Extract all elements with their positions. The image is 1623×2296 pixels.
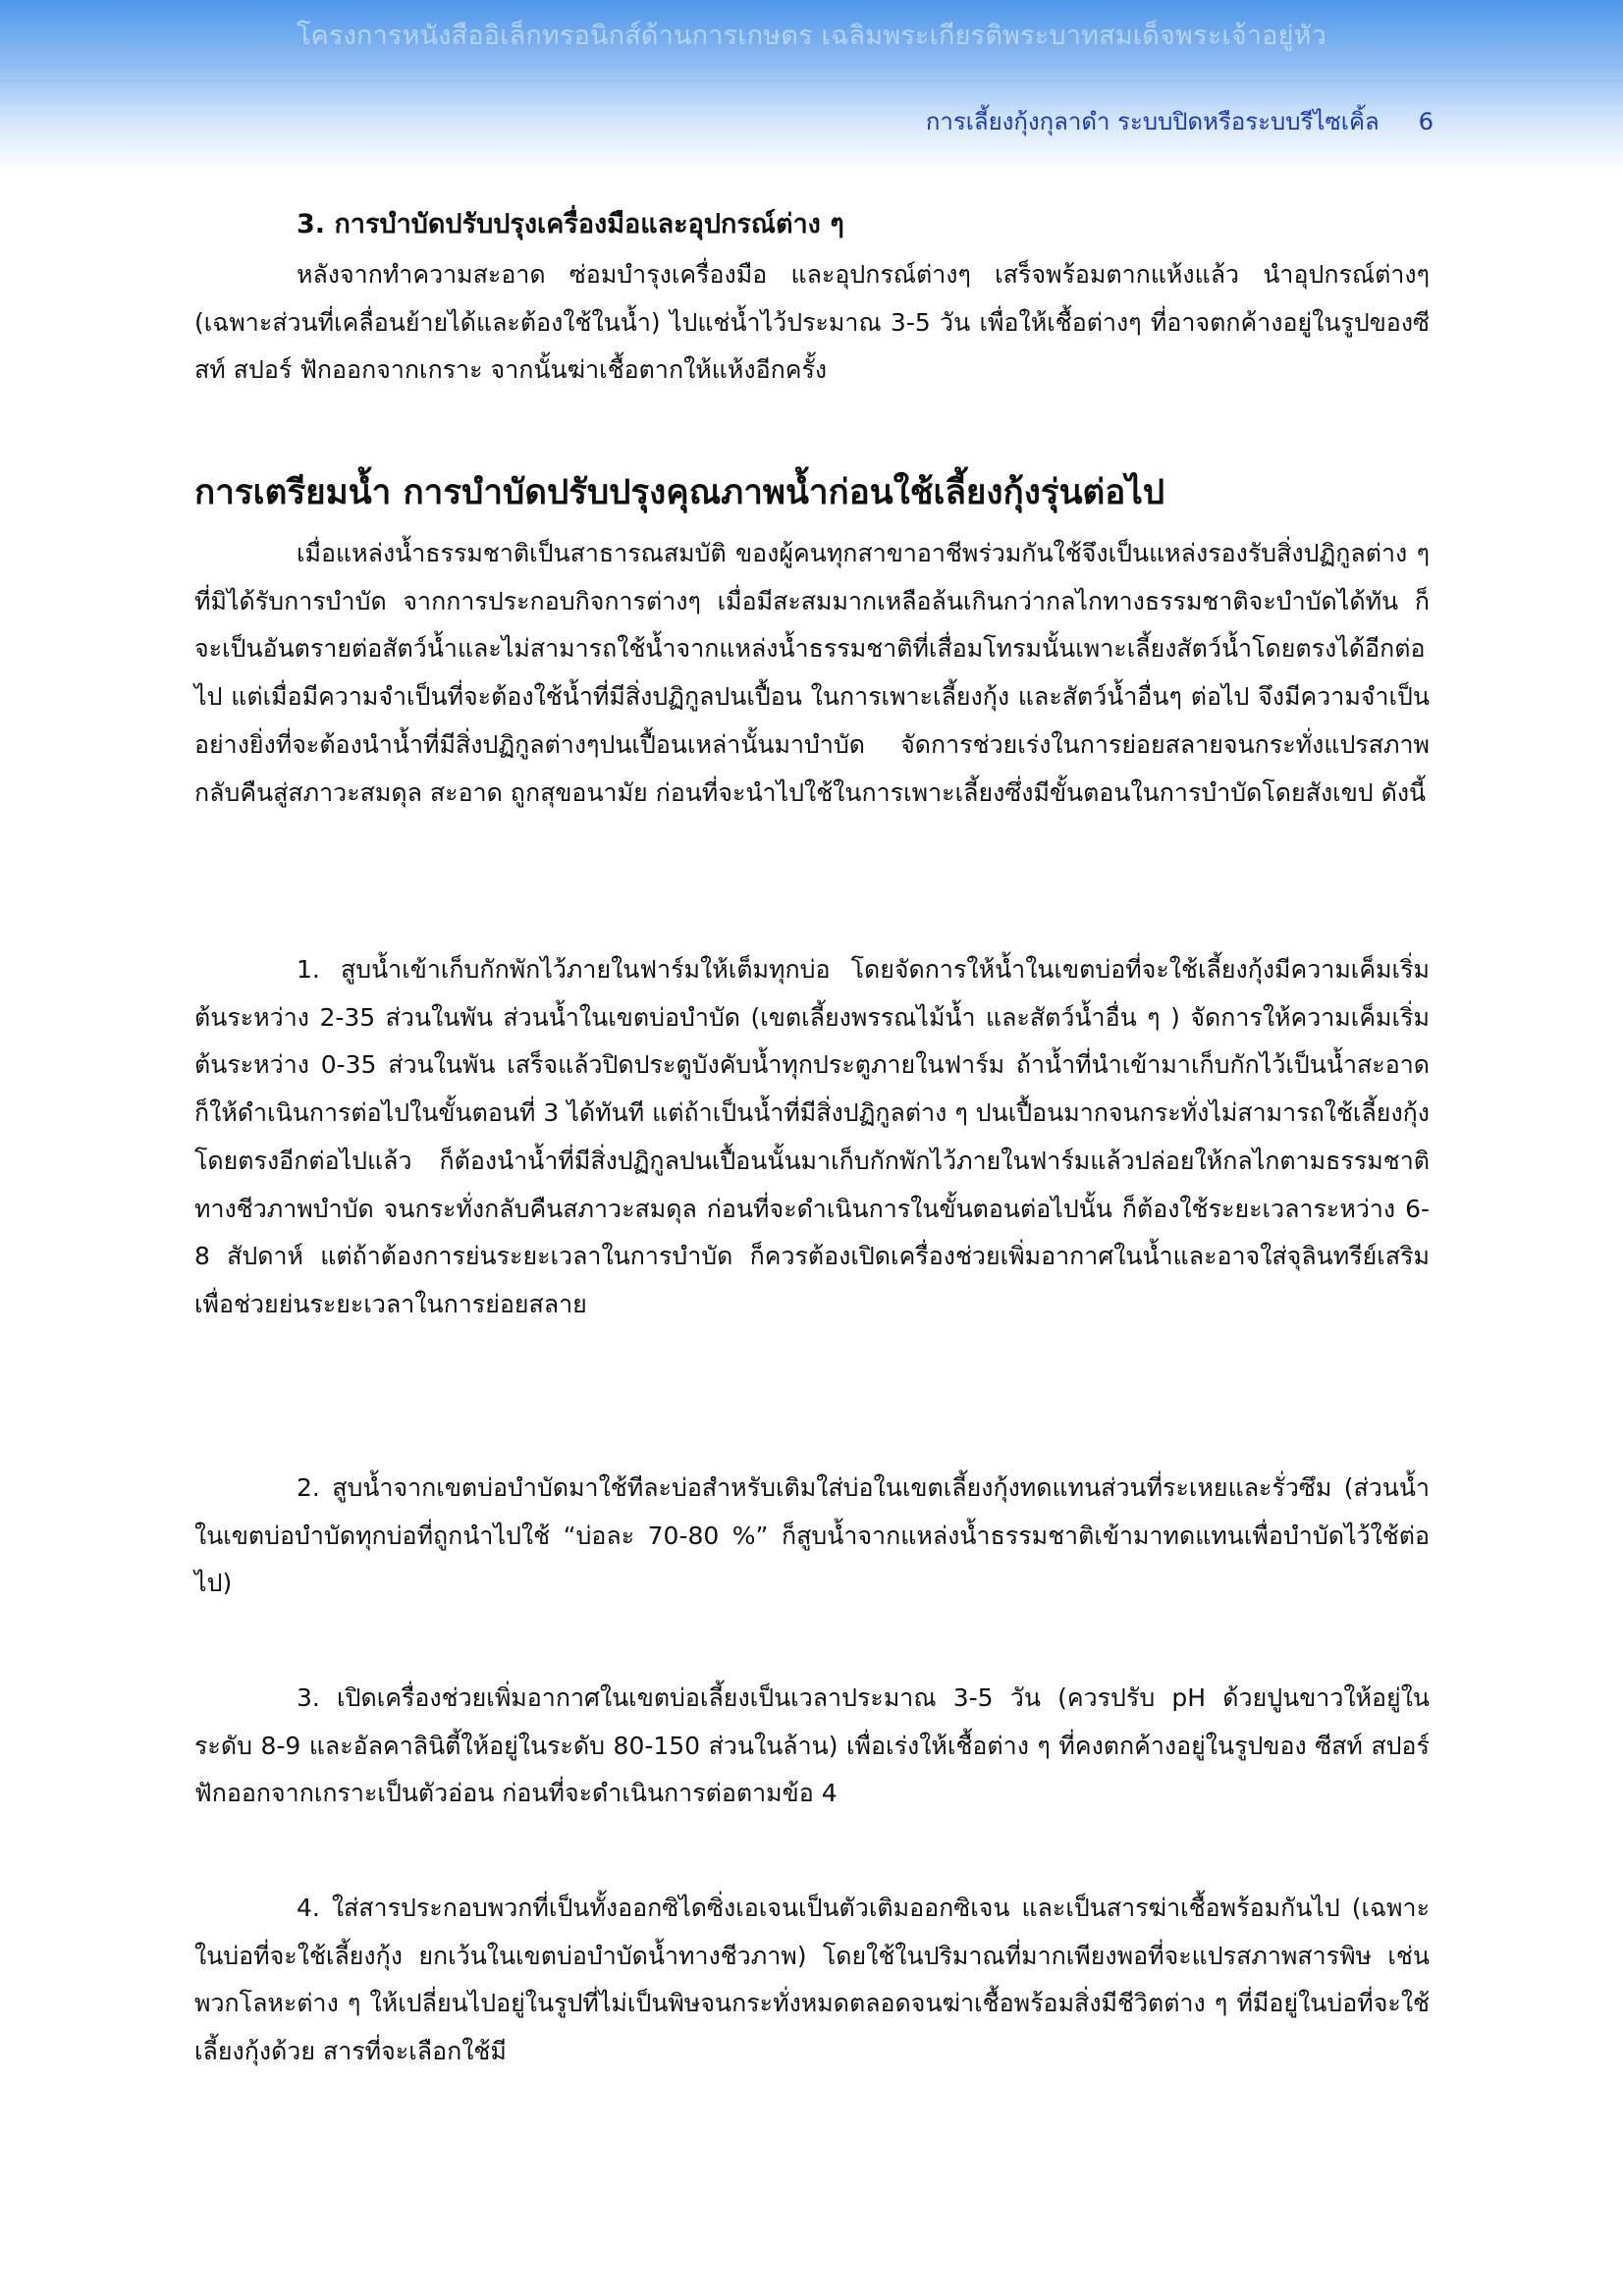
banner-title: โครงการหนังสืออิเล็กทรอนิกส์ด้านการเกษตร เฉลิมพระเกียรติพระบาทสมเด็จพระเจ้าอยู่หัว (296, 21, 1327, 51)
page-number: 6 (1418, 108, 1434, 135)
paragraph-intro: เมื่อแหล่งน้ำธรรมชาติเป็นสาธารณสมบัติ ของผู้คนทุกสาขาอาชีพร่วมกันใช้จึงเป็นแหล่งรองรับสิ่งปฏิกูลต่าง ๆ ที่มิได้รับการบำบัด จากการประกอบกิจการต่างๆ เมื่อมีสะสมมากเหลือล้นเกินกว่ากลไกทางธรรมชาติจะบำบัดได้ทัน ก็จะเป็นอันตรายต่อสัตว์น้ำและไม่สามารถใช้น้ำจากแหล่งน้ำธรรมชาติที่เสื่อมโทรมนั้นเพาะเลี้ยงสัตว์น้ำโดยตรงได้อีกต่อไป แต่เมื่อมีความจำเป็นที่จะต้องใช้น้ำที่มีสิ่งปฏิกูลปนเปื้อน ในการเพาะเลี้ยงกุ้ง และสัตว์น้ำอื่นๆ ต่อไป จึงมีความจำเป็นอย่างยิ่งที่จะต้องนำน้ำที่มีสิ่งปฏิกูลต่างๆปนเปื้อนเหล่านั้นมาบำบัด จัดการช่วยเร่งในการย่อยสลายจนกระทั่งแปรสภาพกลับคืนสู่สภาวะสมดุล สะอาด ถูกสุขอนามัย ก่อนที่จะนำไปใช้ในการเพาะเลี้ยงซึ่งมีขั้นตอนในการบำบัดโดยสังเขป ดังนี้ (194, 539, 1430, 807)
top-banner (0, 0, 1623, 172)
section-heading-water-preparation: การเตรียมน้ำ การบำบัดปรับปรุงคุณภาพน้ำก่อนใช้เลี้ยงกุ้งรุ่นต่อไป (194, 473, 1165, 512)
document-title: การเลี้ยงกุ้งกุลาดำ ระบบปิดหรือระบบรีไซเคิ้ล (925, 108, 1380, 135)
paragraph-step-1: 1. สูบน้ำเข้าเก็บกักพักไว้ภายในฟาร์มให้เต็มทุกบ่อ โดยจัดการให้น้ำในเขตบ่อที่จะใช้เลี้ยงกุ้งมีความเค็มเริ่มต้นระหว่าง 2-35 ส่วนในพัน ส่วนน้ำในเขตบ่อบำบัด (เขตเลี้ยงพรรณไม้น้ำ และสัตว์น้ำอื่น ๆ ) จัดการให้ความเค็มเริ่มต้นระหว่าง 0-35 ส่วนในพัน เสร็จแล้วปิดประตูบังคับน้ำทุกประตูภายในฟาร์ม ถ้าน้ำที่นำเข้ามาเก็บกักไว้เป็นน้ำสะอาด ก็ให้ดำเนินการต่อไปในขั้นตอนที่ 3 ได้ทันที แต่ถ้าเป็นน้ำที่มีสิ่งปฏิกูลต่าง ๆ ปนเปื้อนมากจนกระทั่งไม่สามารถใช้เลี้ยงกุ้งโดยตรงอีกต่อไปแล้ว ก็ต้องนำน้ำที่มีสิ่งปฏิกูลปนเปื้อนนั้นมาเก็บกักพักไว้ภายในฟาร์มแล้วปล่อยให้กลไกตามธรรมชาติทางชีวภาพบำบัด จนกระทั่งกลับคืนสภาวะสมดุล ก่อนที่จะดำเนินการในขั้นตอนต่อไปนั้น ก็ต้องใช้ระยะเวลาระหว่าง 6-8 สัปดาห์ แต่ถ้าต้องการย่นระยะเวลาในการบำบัด ก็ควรต้องเปิดเครื่องช่วยเพิ่มอากาศในน้ำและอาจใส่จุลินทรีย์เสริมเพื่อช่วยย่นระยะเวลาในการย่อยสลาย (194, 955, 1430, 1318)
paragraph-step-3: 3. เปิดเครื่องช่วยเพิ่มอากาศในเขตบ่อเลี้ยงเป็นเวลาประมาณ 3-5 วัน (ควรปรับ pH ด้วยปูนขาวให้อยู่ในระดับ 8-9 และอัลคาลินิตี้ให้อยู่ในระดับ 80-150 ส่วนในล้าน) เพื่อเร่งให้เชื้อต่าง ๆ ที่คงตกค้างอยู่ในรูปของ ซีสท์ สปอร์ ฟักออกจากเกราะเป็นตัวอ่อน ก่อนที่จะดำเนินการต่อตามข้อ 4 (194, 1683, 1430, 1808)
running-header (864, 102, 1434, 140)
sub-heading-equipment: 3. การบำบัดปรับปรุงเครื่องมือและอุปกรณ์ต่าง ๆ (297, 209, 844, 240)
paragraph-step-2: 2. สูบน้ำจากเขตบ่อบำบัดมาใช้ทีละบ่อสำหรับเติมใส่บ่อในเขตเลี้ยงกุ้งทดแทนส่วนที่ระเหยและรั่วซึม (ส่วนน้ำในเขตบ่อบำบัดทุกบ่อที่ถูกนำไปใช้ “บ่อละ 70-80 %” ก็สูบน้ำจากแหล่งน้ำธรรมชาติเข้ามาทดแทนเพื่อบำบัดไว้ใช้ต่อไป) (194, 1473, 1430, 1598)
paragraph-step-4: 4. ใส่สารประกอบพวกที่เป็นทั้งออกซิไดซิ่งเอเจนเป็นตัวเติมออกซิเจน และเป็นสารฆ่าเชื้อพร้อมกันไป (เฉพาะในบ่อที่จะใช้เลี้ยงกุ้ง ยกเว้นในเขตบ่อบำบัดน้ำทางชีวภาพ) โดยใช้ในปริมาณที่มากเพียงพอที่จะแปรสภาพสารพิษ เช่น พวกโลหะต่าง ๆ ให้เปลี่ยนไปอยู่ในรูปที่ไม่เป็นพิษจนกระทั่งหมดตลอดจนฆ่าเชื้อพร้อมสิ่งมีชีวิตต่าง ๆ ที่มีอยู่ในบ่อที่จะใช้เลี้ยงกุ้งด้วย สารที่จะเลือกใช้มี (194, 1894, 1430, 2066)
paragraph-equipment: หลังจากทำความสะอาด ซ่อมบำรุงเครื่องมือ และอุปกรณ์ต่างๆ เสร็จพร้อมตากแห้งแล้ว นำอุปกรณ์ต่างๆ (เฉพาะส่วนที่เคลื่อนย้ายได้และต้องใช้ในน้ำ) ไปแช่น้ำไว้ประมาณ 3-5 วัน เพื่อให้เชื้อต่างๆ ที่อาจตกค้างอยู่ในรูปของซีสท์ สปอร์ ฟักออกจากเกราะ จากนั้นฆ่าเชื้อตากให้แห้งอีกครั้ง (194, 260, 1430, 385)
